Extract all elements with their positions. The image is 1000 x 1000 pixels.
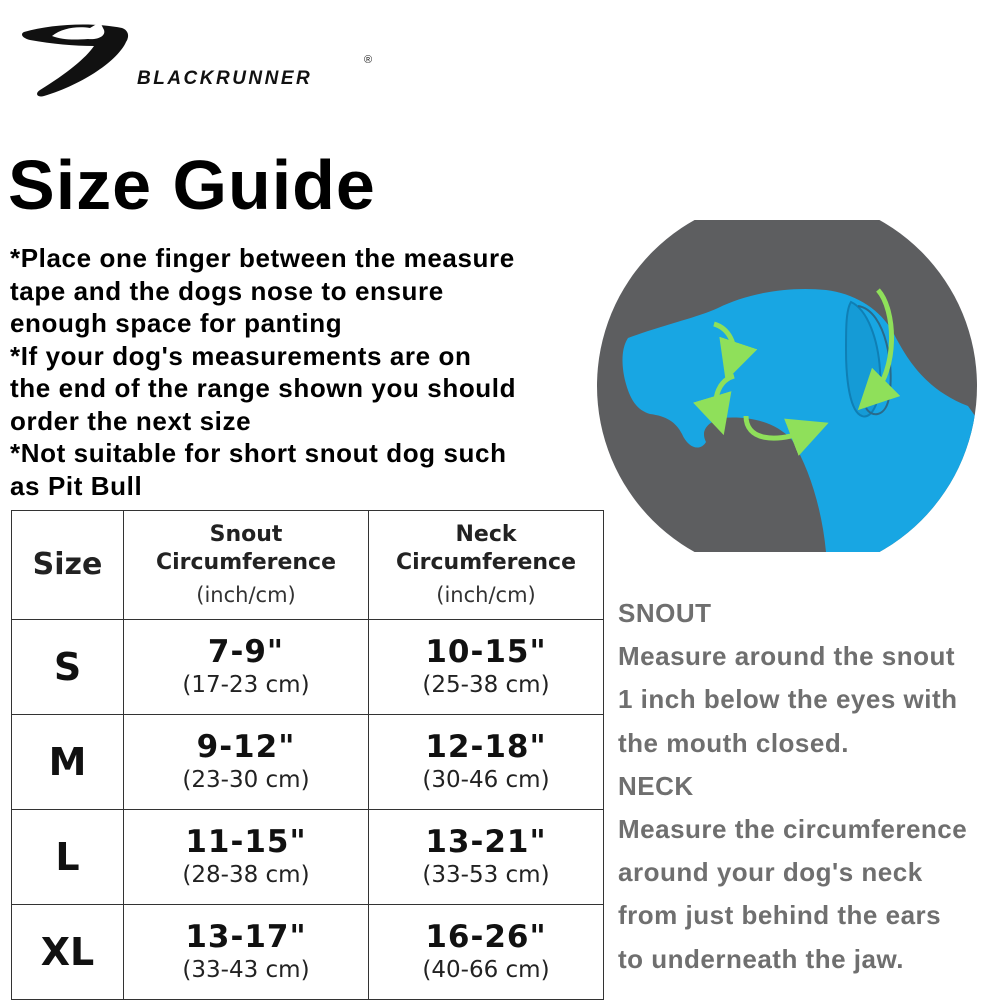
note-line: order the next size [10,405,252,436]
neck-cm: (25-38 cm) [422,672,550,698]
snout-cm: (23-30 cm) [182,767,310,793]
neck-inch: 10-15" [425,634,547,670]
note-line: the end of the range shown you should [10,373,517,403]
snout-instruction-line: the mouth closed. [618,727,849,758]
table-row [12,715,604,810]
snout-inch: 9-12" [196,729,296,765]
size-cell: S [12,620,124,715]
snout-cell [124,810,369,905]
size-column-header: Size [12,511,124,620]
neck-header-line: Circumference [395,550,577,575]
table-row [12,620,604,715]
snout-unit: (inch/cm) [196,583,296,607]
table-header-row [12,511,604,620]
neck-inch: 12-18" [425,729,547,765]
snout-cell [124,620,369,715]
size-cell: L [12,810,124,905]
neck-unit: (inch/cm) [436,583,536,607]
neck-cell [369,620,604,715]
page-title: Size Guide [8,146,376,224]
neck-instruction-line: to underneath the jaw. [618,943,904,974]
size-cell: XL [12,905,124,1000]
size-table [11,510,604,1000]
snout-cell [124,905,369,1000]
brand-name: BLACKRUNNER [137,68,313,89]
neck-heading: NECK [618,770,694,801]
snout-cm: (33-43 cm) [182,957,310,983]
brand-logo [22,14,382,104]
table-row [12,810,604,905]
neck-instruction-line: from just behind the ears [618,900,942,931]
neck-inch: 16-26" [425,919,547,955]
table-row [12,905,604,1000]
snout-cm: (17-23 cm) [182,672,310,698]
runner-dog-logo-icon [22,14,132,100]
neck-cell [369,905,604,1000]
note-line: as Pit Bull [10,470,143,501]
snout-column-header [124,511,369,620]
snout-inch: 13-17" [185,919,307,955]
size-cell: M [12,715,124,810]
measure-instructions [618,592,998,981]
note-line: tape and the dogs nose to ensure [10,275,444,306]
registered-mark: ® [364,54,373,66]
note-line: *Not suitable for short snout dog such [10,438,507,468]
neck-cm: (33-53 cm) [422,862,550,888]
note-line: enough space for panting [10,308,343,338]
neck-column-header [369,511,604,620]
snout-inch: 7-9" [207,634,285,670]
snout-cm: (28-38 cm) [182,862,310,888]
snout-instruction-line: 1 inch below the eyes with [618,684,958,715]
neck-cell [369,810,604,905]
snout-heading: SNOUT [618,598,712,628]
neck-cell [369,715,604,810]
neck-instruction-line: around your dog's neck [618,857,923,888]
note-line: *Place one finger between the measure [10,243,515,273]
neck-cm: (30-46 cm) [422,767,550,793]
dog-measure-illustration [596,220,978,552]
snout-cell [124,715,369,810]
size-notes [10,242,590,502]
note-line: *If your dog's measurements are on [10,340,472,371]
snout-instruction-line: Measure around the snout [618,641,956,672]
snout-header-line: Circumference [155,550,337,575]
snout-inch: 11-15" [185,824,307,860]
neck-inch: 13-21" [425,824,547,860]
snout-header-line: Snout [209,522,283,547]
neck-instruction-line: Measure the circumference [618,814,968,845]
neck-header-line: Neck [455,522,517,547]
neck-cm: (40-66 cm) [422,957,550,983]
